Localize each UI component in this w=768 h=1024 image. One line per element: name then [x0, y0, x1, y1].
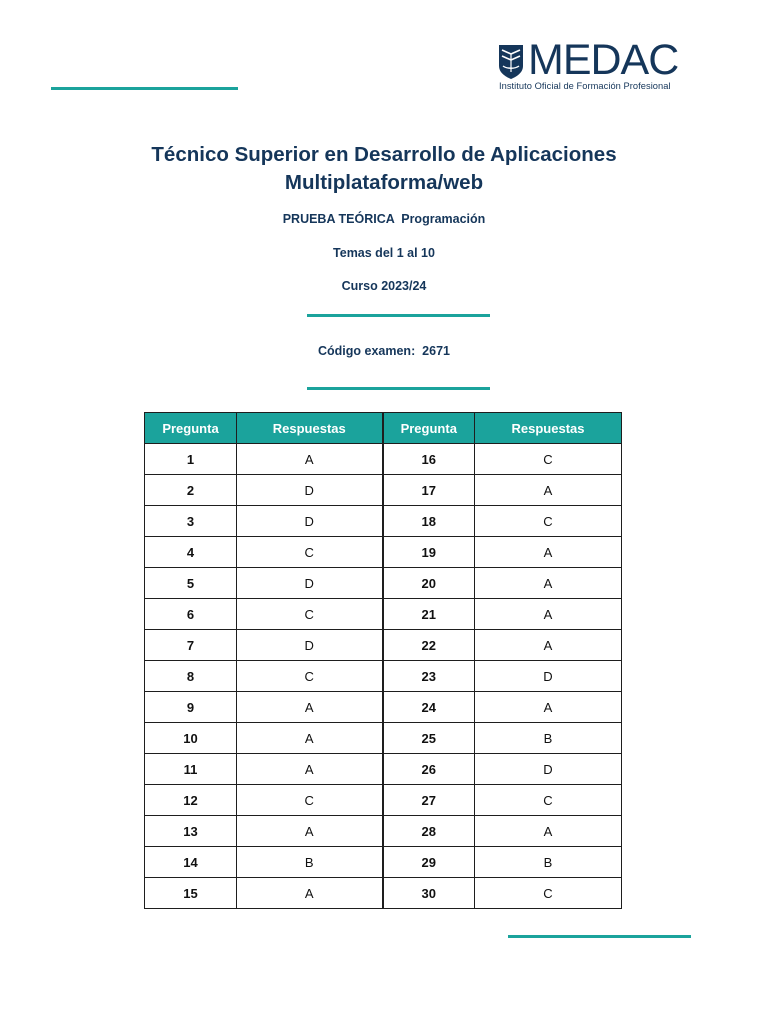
question-number-cell: 16 — [383, 444, 475, 475]
title-line-1: Técnico Superior en Desarrollo de Aplicaciones — [151, 143, 617, 166]
question-number-cell: 28 — [383, 816, 475, 847]
question-number-cell: 18 — [383, 506, 475, 537]
answer-cell: A — [475, 537, 622, 568]
answer-cell: A — [475, 692, 622, 723]
question-number-cell: 25 — [383, 723, 475, 754]
table-row — [145, 847, 622, 878]
table-row — [145, 754, 622, 785]
question-number-cell: 14 — [145, 847, 237, 878]
topics-range: Temas del 1 al 10 — [333, 246, 435, 260]
table-row — [145, 630, 622, 661]
question-number-cell: 10 — [145, 723, 237, 754]
answer-cell: D — [237, 568, 383, 599]
question-number-cell: 23 — [383, 661, 475, 692]
table-row — [145, 568, 622, 599]
answer-cell: C — [475, 785, 622, 816]
question-number-cell: 26 — [383, 754, 475, 785]
question-number-cell: 29 — [383, 847, 475, 878]
question-number-cell: 11 — [145, 754, 237, 785]
answer-cell: A — [475, 599, 622, 630]
question-number-cell: 17 — [383, 475, 475, 506]
question-number-cell: 6 — [145, 599, 237, 630]
exam-code: Código examen: 2671 — [318, 344, 450, 358]
question-number-cell: 15 — [145, 878, 237, 909]
exam-type: PRUEBA TEÓRICA Programación — [282, 212, 486, 226]
answer-cell: C — [475, 444, 622, 475]
answer-cell: C — [475, 878, 622, 909]
question-number-cell: 20 — [383, 568, 475, 599]
document-title — [84, 141, 684, 197]
answer-cell: C — [237, 785, 383, 816]
logo-wordmark: MEDAC — [528, 36, 679, 84]
answer-cell: D — [237, 475, 383, 506]
answer-cell: A — [475, 475, 622, 506]
column-header-answer: Respuestas — [475, 413, 622, 444]
question-number-cell: 13 — [145, 816, 237, 847]
question-number-cell: 9 — [145, 692, 237, 723]
question-number-cell: 1 — [145, 444, 237, 475]
answer-cell: C — [237, 661, 383, 692]
table-row — [145, 661, 622, 692]
table-row — [145, 537, 622, 568]
table-row — [145, 878, 622, 909]
table-row — [145, 506, 622, 537]
table-row — [145, 692, 622, 723]
table-row — [145, 599, 622, 630]
answer-cell: C — [237, 537, 383, 568]
question-number-cell: 8 — [145, 661, 237, 692]
table-row — [145, 475, 622, 506]
top-left-accent-rule — [51, 87, 238, 90]
question-number-cell: 12 — [145, 785, 237, 816]
medac-emblem-icon — [498, 44, 524, 80]
question-number-cell: 21 — [383, 599, 475, 630]
answer-cell: A — [475, 816, 622, 847]
answer-cell: A — [237, 692, 383, 723]
question-number-cell: 27 — [383, 785, 475, 816]
answer-cell: D — [475, 661, 622, 692]
answer-key-table — [144, 412, 622, 909]
title-line-2: Multiplataforma/web — [284, 171, 484, 194]
code-top-accent-rule — [307, 314, 490, 317]
answer-cell: B — [475, 847, 622, 878]
column-header-answer: Respuestas — [237, 413, 383, 444]
answer-cell: D — [237, 506, 383, 537]
table-row — [145, 444, 622, 475]
question-number-cell: 2 — [145, 475, 237, 506]
answer-cell: A — [237, 444, 383, 475]
answer-cell: D — [475, 754, 622, 785]
answer-cell: A — [237, 816, 383, 847]
bottom-right-accent-rule — [508, 935, 691, 938]
question-number-cell: 19 — [383, 537, 475, 568]
column-header-question: Pregunta — [383, 413, 475, 444]
answer-cell: A — [237, 723, 383, 754]
answer-cell: A — [475, 630, 622, 661]
question-number-cell: 3 — [145, 506, 237, 537]
answer-cell: D — [237, 630, 383, 661]
answer-cell: C — [475, 506, 622, 537]
question-number-cell: 5 — [145, 568, 237, 599]
table-row — [145, 723, 622, 754]
table-header-row — [145, 413, 622, 444]
answer-cell: B — [237, 847, 383, 878]
question-number-cell: 7 — [145, 630, 237, 661]
medac-logo — [498, 36, 698, 92]
table-row — [145, 816, 622, 847]
question-number-cell: 22 — [383, 630, 475, 661]
answer-cell: B — [475, 723, 622, 754]
question-number-cell: 30 — [383, 878, 475, 909]
question-number-cell: 24 — [383, 692, 475, 723]
table-row — [145, 785, 622, 816]
answer-cell: C — [237, 599, 383, 630]
answer-cell: A — [237, 754, 383, 785]
answer-cell: A — [475, 568, 622, 599]
logo-tagline: Instituto Oficial de Formación Profesional — [499, 81, 671, 91]
course-year: Curso 2023/24 — [341, 279, 427, 293]
code-bottom-accent-rule — [307, 387, 490, 390]
question-number-cell: 4 — [145, 537, 237, 568]
answer-cell: A — [237, 878, 383, 909]
column-header-question: Pregunta — [145, 413, 237, 444]
